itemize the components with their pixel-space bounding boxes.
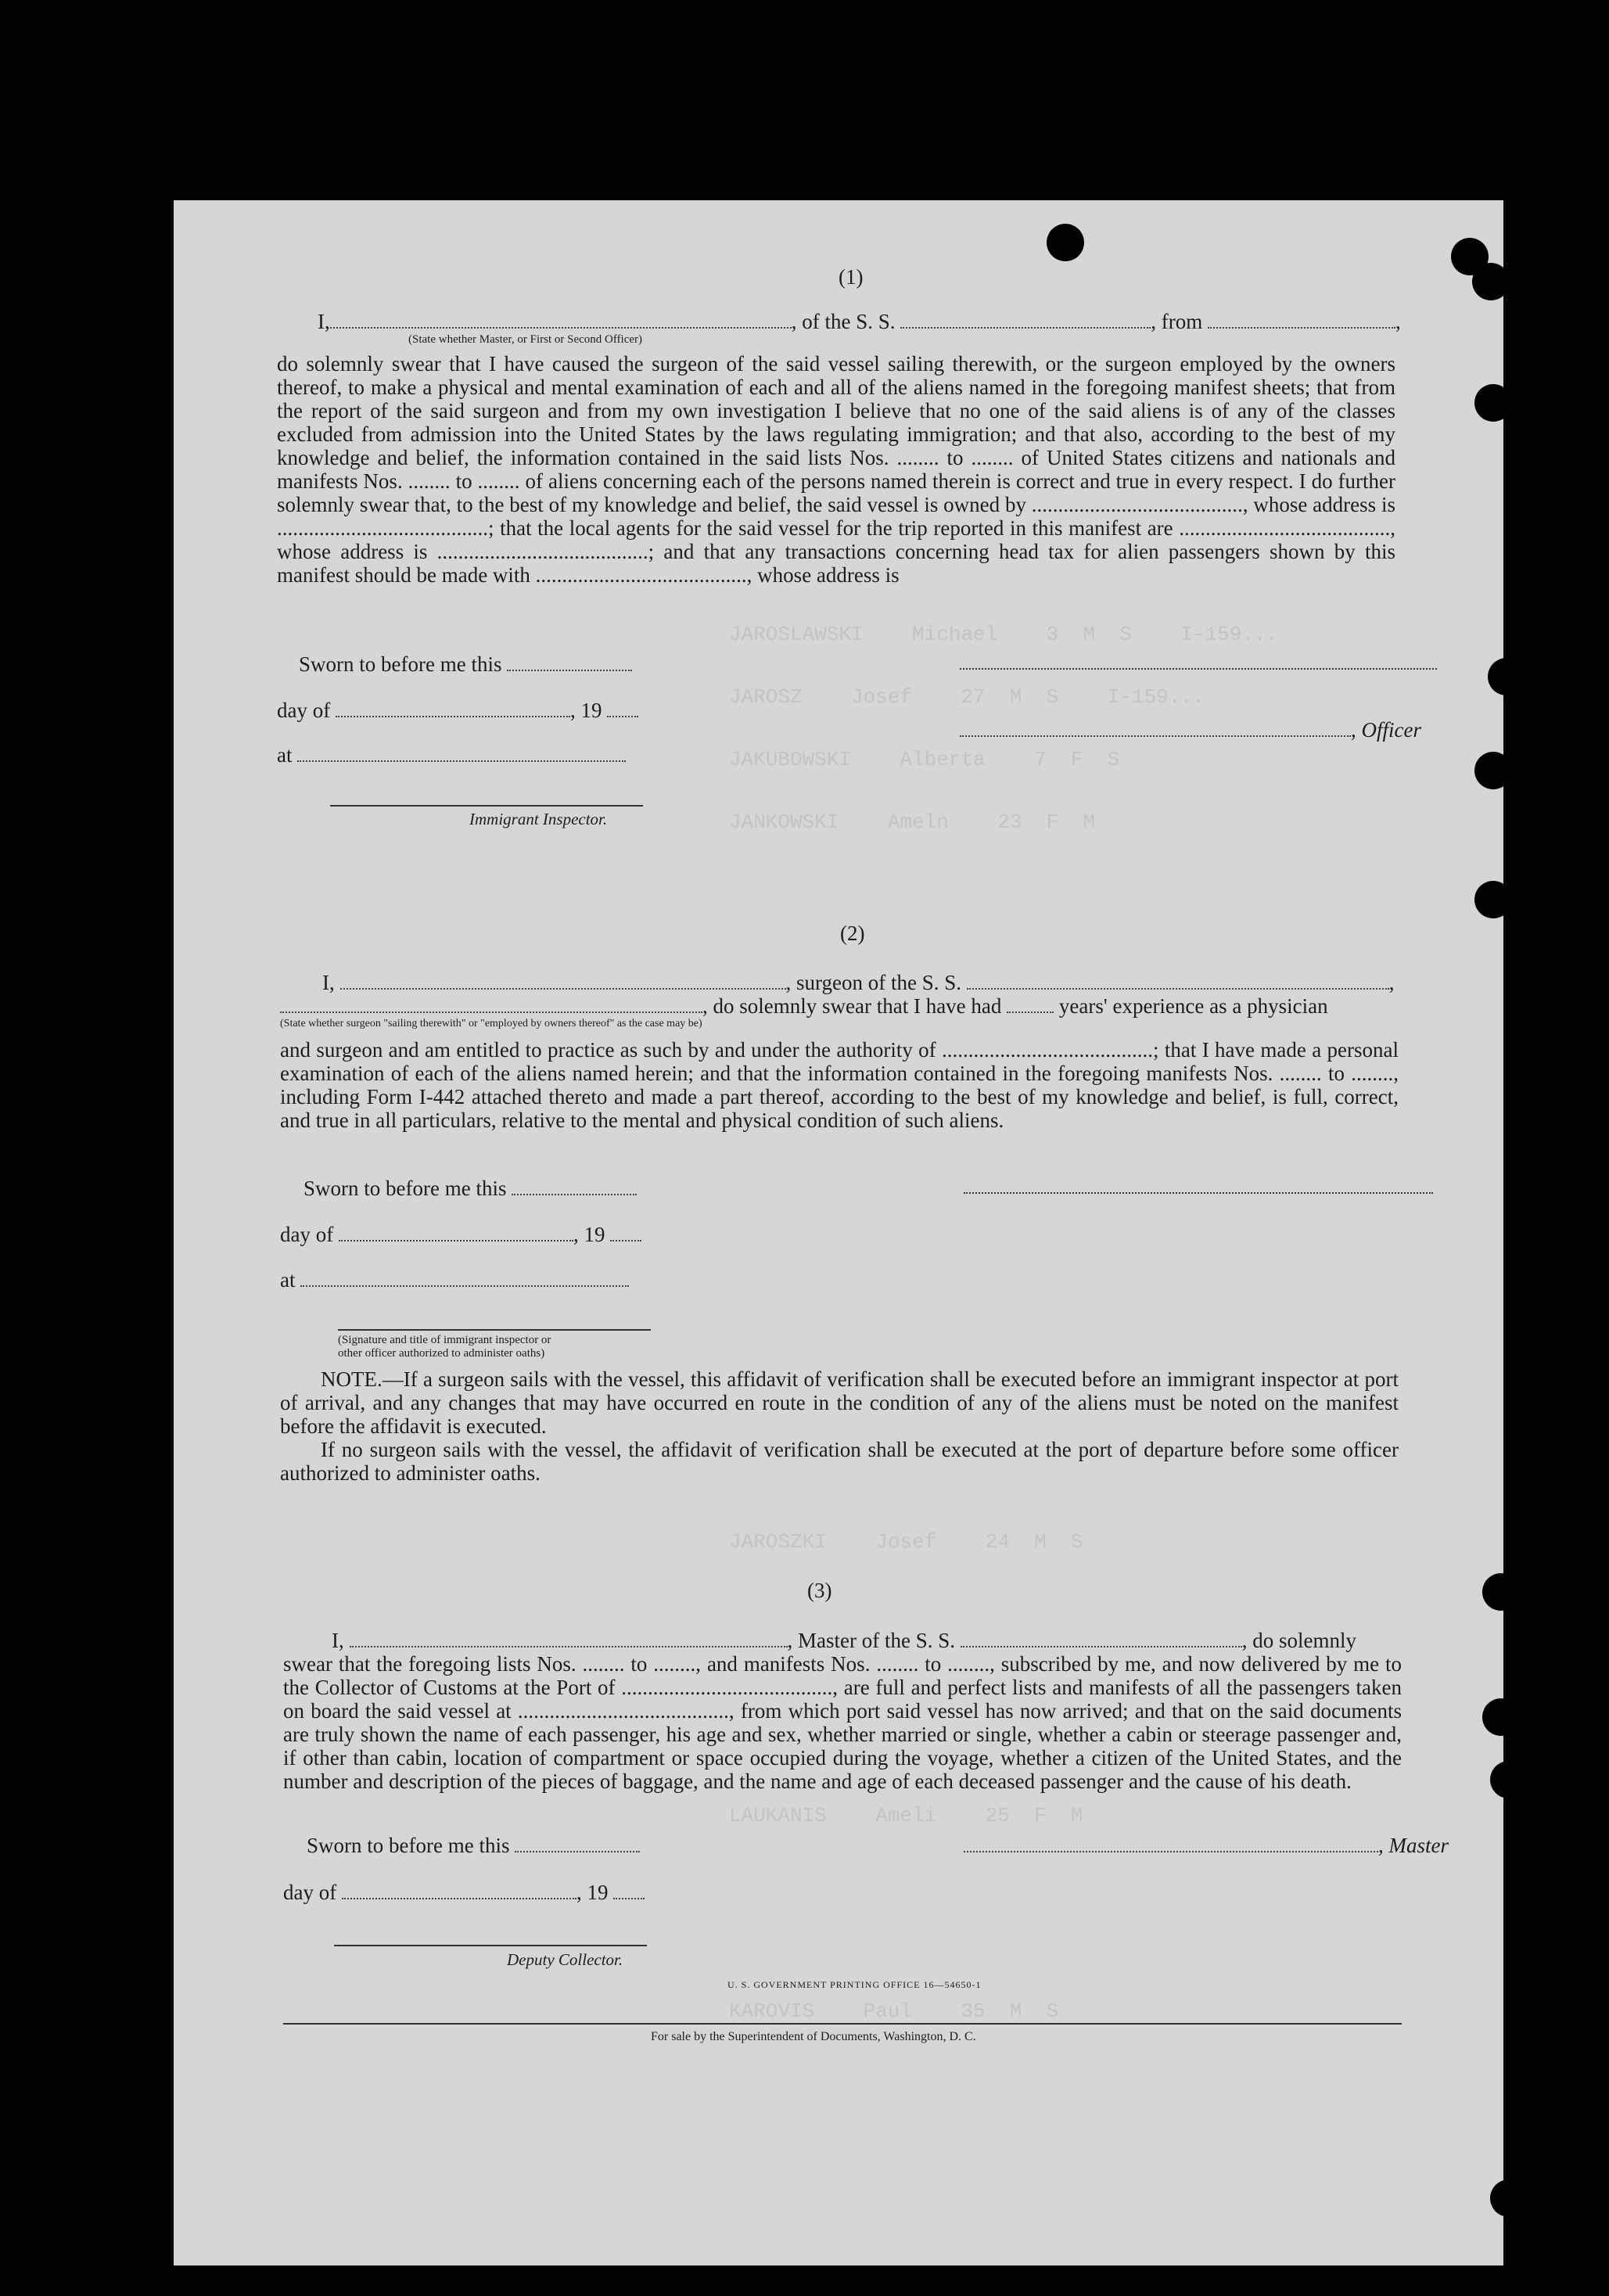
section-2-day-of: day of , 19 (280, 1223, 641, 1246)
officer-title-blank (330, 313, 792, 329)
punch-hole (1482, 1573, 1520, 1611)
section-3-sworn: Sworn to before me this (307, 1834, 640, 1857)
section-2-line-2: , do solemnly swear that I have had years' experience as a physician (280, 994, 1328, 1018)
punch-hole (1490, 1761, 1528, 1798)
section-2-oath-paragraph: and surgeon and am entitled to practice as such by and under the authority of ........................................; that I have made a personal examination of each of the aliens named herein; and that the information contained in the foregoing manifests Nos. ........ to ........, including Form I-442 attached thereto and made a part thereof, according to the best of my knowledge and belief, is full, correct, and true in all particulars, relative to the mental and physical condition of such aliens. (280, 1038, 1399, 1132)
manifest-back-page (174, 200, 1503, 2265)
bleed-through-text: KAROVIS Paul 35 M S (729, 2000, 1059, 2023)
note-paragraph-1: NOTE.—If a surgeon sails with the vessel, this affidavit of verification shall be executed before an immigrant inspector at port of arrival, and any changes that may have occurred en route in the condition of any of the aliens must be noted on the manifest before the affidavit is executed. (280, 1367, 1399, 1438)
punch-hole (1482, 1698, 1520, 1736)
footer-rule (283, 2023, 1402, 2025)
section-1-day-of: day of , 19 (277, 699, 638, 722)
section-3-line-1: I, , Master of the S. S. , do solemnly (332, 1629, 1356, 1652)
section-1-line-1: I, , of the S. S. , from , (318, 310, 1401, 333)
section-2-line-1: I, , surgeon of the S. S. , (322, 971, 1395, 994)
punch-hole (1474, 752, 1512, 789)
officer-signature-line-2 (338, 1329, 651, 1331)
section-3-oath-paragraph: swear that the foregoing lists Nos. ........ to ........, and manifests Nos. ........ to ........, subscribed by me, and now delivered by me to the Collector of Customs at the Port of ........................................, are full and perfect lists and manifests of all the passengers taken on board the said vessel at ........................................, from which port said vessel has now arrived; and that on the said documents are truly shown the name of each passenger, his age and sex, whether married or single, whether a cabin or steerage passenger and, if other than cabin, location of compartment or space occupied during the voyage, whether a citizen of the United States, and the number and description of the pieces of baggage, and the name and age of each deceased passenger and the cause of his death. (283, 1652, 1402, 1793)
officer-label: , Officer (960, 718, 1421, 742)
bleed-through-text: JAKUBOWSKI Alberta 7 F S (729, 748, 1120, 771)
section-1-caption: (State whether Master, or First or Second Officer) (408, 333, 643, 346)
bleed-through-text: JANKOWSKI Ameln 23 F M (729, 810, 1096, 834)
punch-hole (1488, 658, 1525, 695)
officer-signature-line (960, 668, 1437, 670)
from-port-blank (1208, 313, 1395, 329)
section-2-caption: (State whether surgeon "sailing therewith" or "employed by owners thereof" as the case may be) (280, 1018, 702, 1029)
bleed-through-text: LAUKANIS Ameli 25 F M (729, 1804, 1083, 1827)
printing-office-line: U. S. GOVERNMENT PRINTING OFFICE 16—54650-1 (727, 1979, 982, 1990)
deputy-collector-label: Deputy Collector. (507, 1950, 623, 1969)
section-2-at: at (280, 1268, 629, 1292)
vessel-name-blank (900, 313, 1151, 329)
section-1-at: at (277, 743, 626, 767)
master-label: , Master (964, 1834, 1449, 1857)
signature-caption-1: (Signature and title of immigrant inspector or (338, 1334, 551, 1346)
collector-signature-line (334, 1945, 647, 1946)
surgeon-signature-line (964, 1192, 1433, 1194)
section-3-number: (3) (807, 1579, 832, 1602)
punch-hole (1047, 224, 1084, 261)
note-paragraph-2: If no surgeon sails with the vessel, the affidavit of verification shall be executed at the port of departure before some officer authorized to administer oaths. (280, 1438, 1399, 1485)
signature-caption-2: other officer authorized to administer oaths) (338, 1347, 545, 1360)
section-1-oath-paragraph: do solemnly swear that I have caused the surgeon of the said vessel sailing therewith, or the surgeon employed by the owners thereof, to make a physical and mental examination of each and all of the aliens named in the foregoing manifest sheets; that from the report of the said surgeon and from my own investigation I believe that no one of the said aliens is of any of the classes excluded from admission into the United States by the laws regulating immigration; and that also, according to the best of my knowledge and belief, the information contained in the said lists Nos. ........ to ........ of United States citizens and nationals and manifests Nos. ........ to ........ of aliens concerning each of the persons named therein is correct and true in every respect. I do further solemnly swear that, to the best of my knowledge and belief, the said vessel is owned by ........................................, whose address is ........................................; that the local agents for the said vessel for the trip reported in this manifest are ........................................, whose address is ........................................; and that any transactions concerning head tax for alien passengers shown by this manifest should be made with ........................................, whose address is (277, 352, 1395, 587)
inspector-signature-line (330, 805, 643, 807)
punch-hole (1472, 263, 1510, 300)
section-3-day-of: day of , 19 (283, 1881, 645, 1904)
immigrant-inspector-label: Immigrant Inspector. (469, 810, 608, 828)
bleed-through-text: JAROSLAWSKI Michael 3 M S I-159... (729, 623, 1279, 646)
bleed-through-text: JAROSZ Josef 27 M S I-159... (729, 685, 1205, 709)
section-1-number: (1) (839, 265, 864, 289)
section-1-sworn: Sworn to before me this (299, 652, 632, 676)
sale-line: For sale by the Superintendent of Documents, Washington, D. C. (651, 2030, 976, 2043)
punch-hole (1490, 2179, 1528, 2217)
section-2-number: (2) (840, 922, 865, 945)
punch-hole (1474, 384, 1512, 422)
section-2-sworn: Sworn to before me this (303, 1177, 637, 1200)
bleed-through-text: JAROSZKI Josef 24 M S (729, 1530, 1083, 1554)
punch-hole (1474, 881, 1512, 918)
